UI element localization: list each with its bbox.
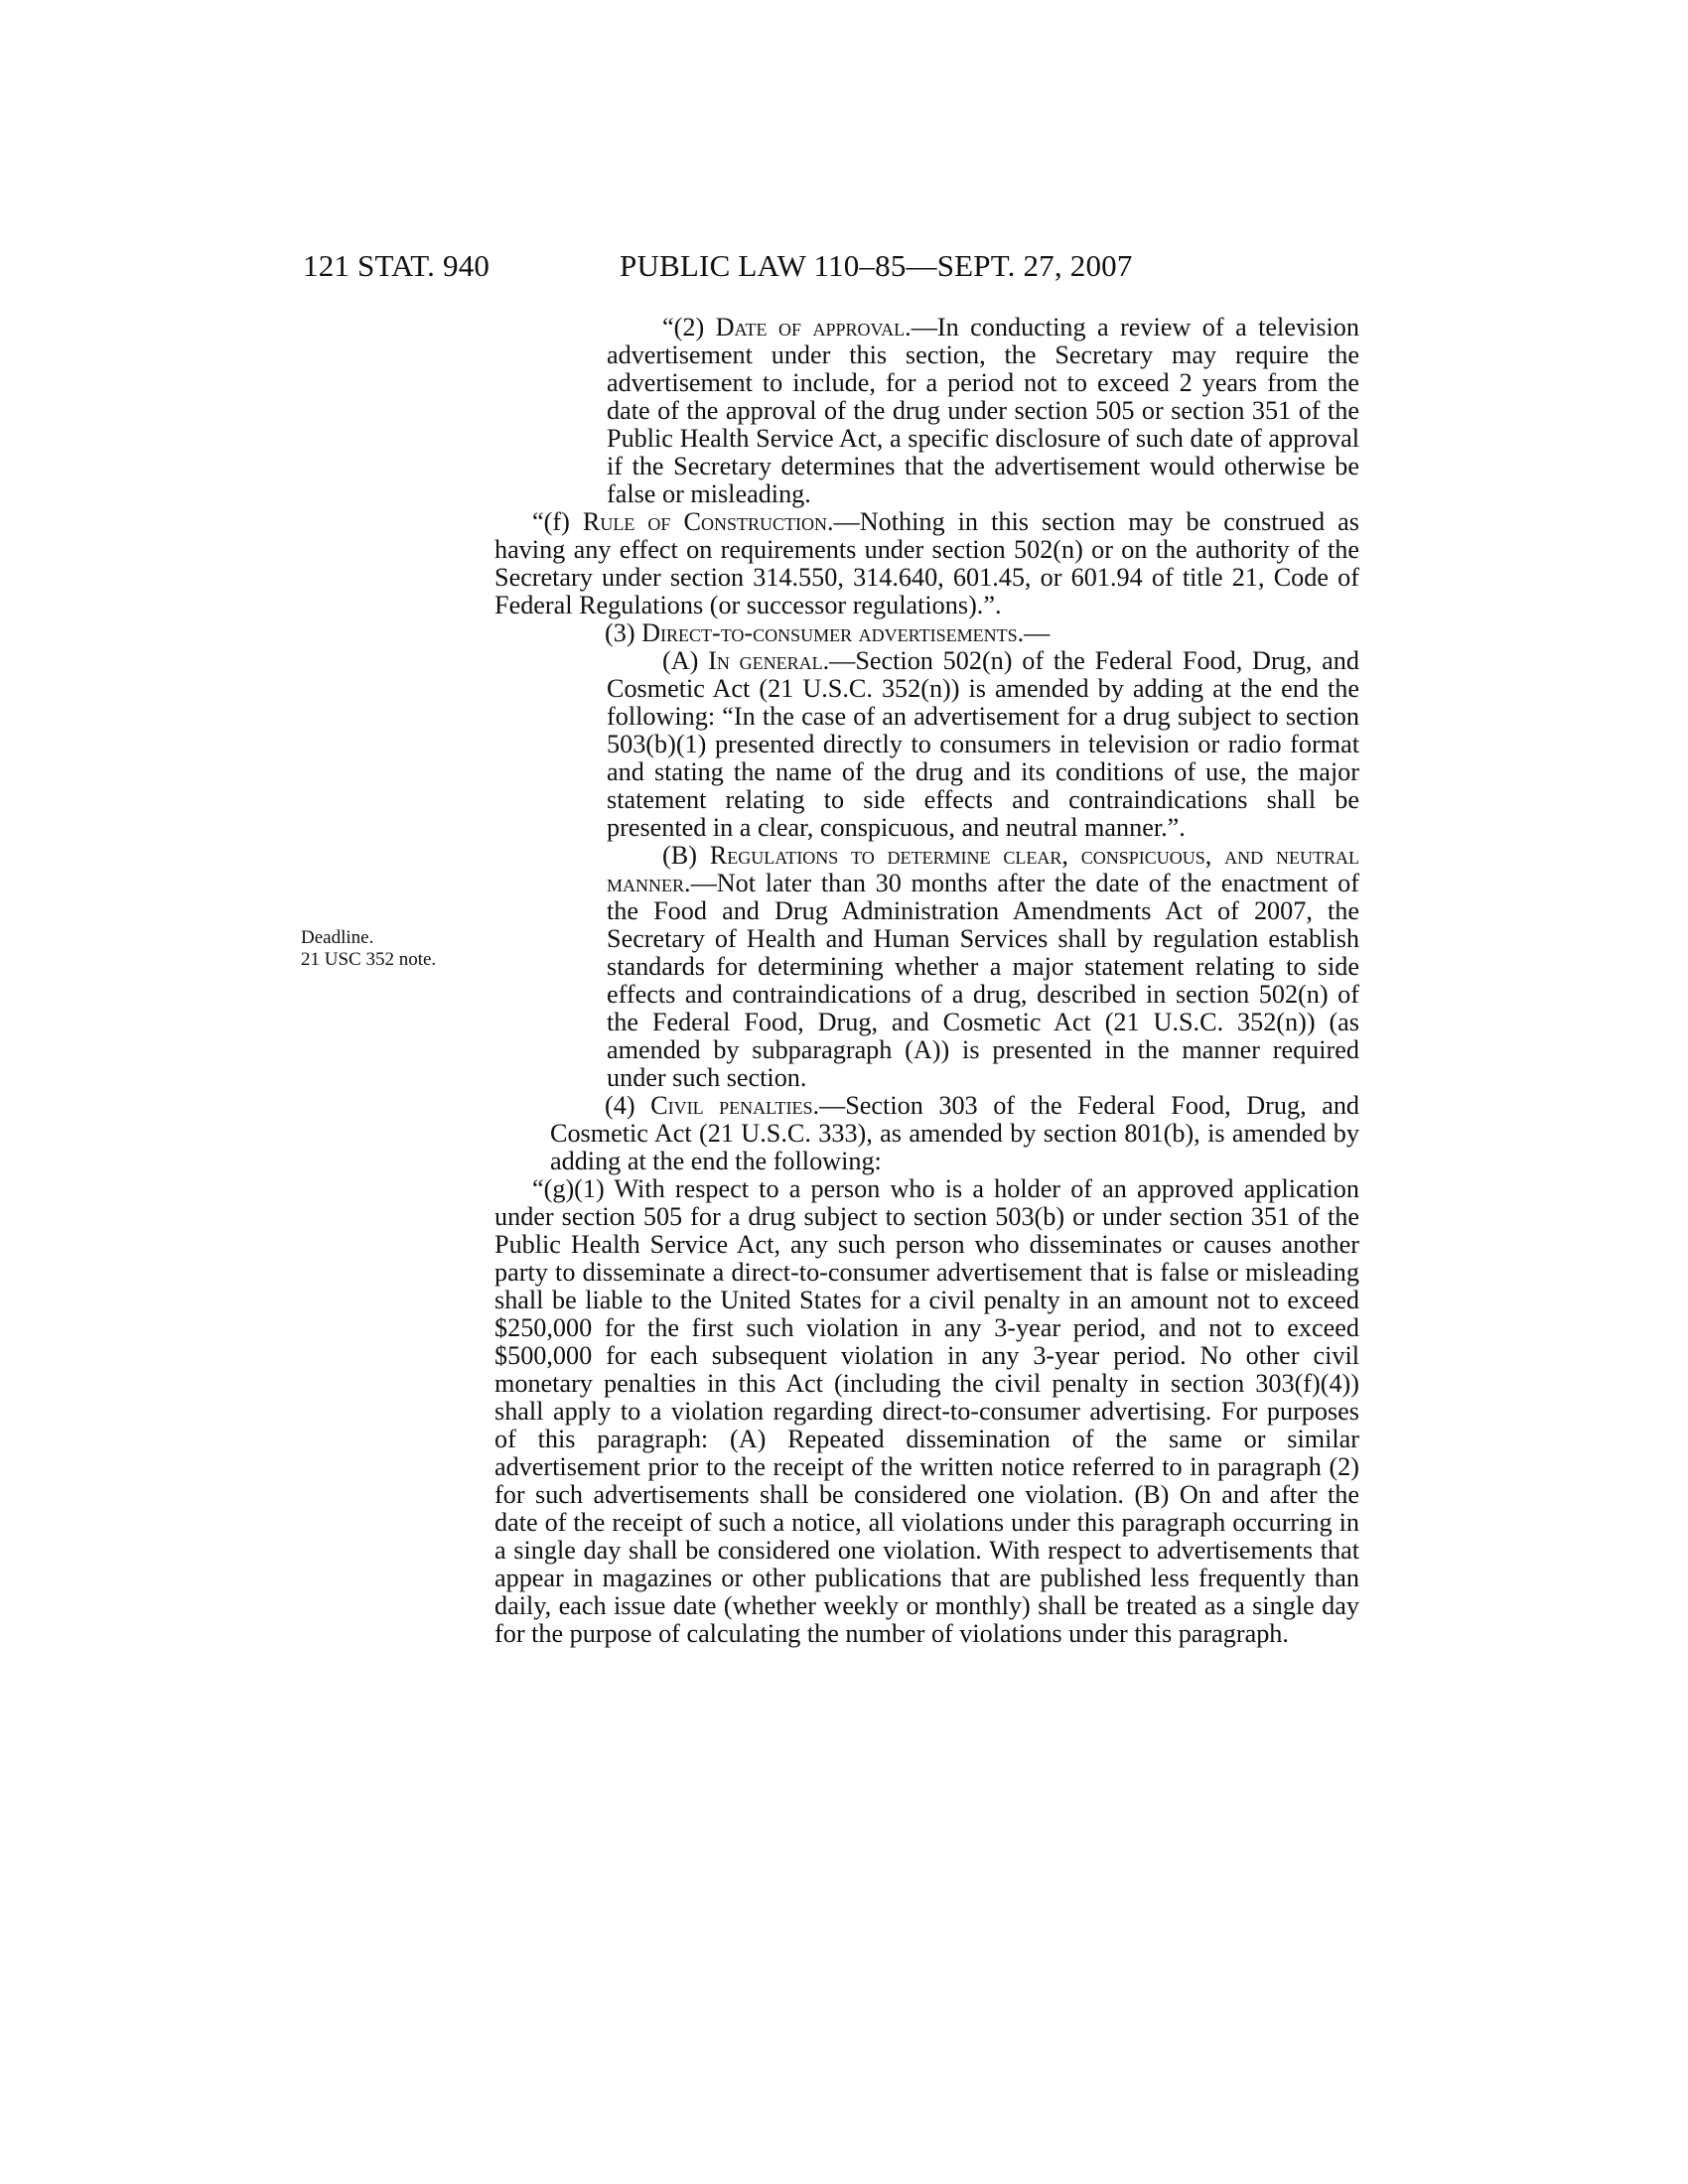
paragraph-g1: “(g)(1) With respect to a person who is a holder of an approved application under section 505 for a drug subject to section 503(b) or under section 351 of the Public Health Service Act, any such person who disseminates or causes another party to disseminate a direct-to-consumer advertisement that is false or misleading shall be liable to the United States for a civil penalty in an amount not to exceed $250,000 for the first such violation in any 3-year period, and not to exceed $500,000 for each subsequent violation in any 3-year period. No other civil monetary penalties in this Act (including the civil penalty in section 303(f)(4)) shall apply to a violation regarding direct-to-consumer advertising. For purposes of this paragraph: (A) Repeated dissemination of the same or similar advertisement prior to the receipt of the written notice referred to in paragraph (2) for such advertisements shall be considered one violation. (B) On and after the date of the receipt of such a notice, all violations under this paragraph occurring in a single day shall be considered one violation. With respect to advertisements that appear in magazines or other publications that are published less frequently than daily, each issue date (whether weekly or monthly) shall be treated as a single day for the purpose of calculating the number of violations under this paragraph. — [494, 1174, 1359, 1648]
paragraph-direct-to-consumer: (3) Direct-to-consumer advertisements.— — [605, 618, 1051, 647]
caption: Direct-to-consumer advertisements. — [641, 618, 1025, 647]
running-title: PUBLIC LAW 110–85—SEPT. 27, 2007 — [620, 248, 1133, 283]
margin-note-usc: 21 USC 352 note. — [301, 949, 437, 970]
paragraph-regulations: (B) Regulations to determine clear, conspicuous, and neutral manner.—Not later than 30 months after the date of the enactment of the Food and Drug Administration Amendments Act of 2007, the Secretary of Health and Human Services shall by regulation establish standards for determining whether a major statement relating to side effects and contraindications of a drug, described in section 502(n) of the Federal Food, Drug, and Cosmetic Act (21 U.S.C. 352(n)) (as amended by subparagraph (A)) is presented in the manner required under such section. — [607, 841, 1359, 1092]
stat-reference: 121 STAT. 940 — [303, 248, 491, 283]
caption: Civil penalties. — [650, 1091, 820, 1120]
paragraph-rule-of-construction: “(f) Rule of Construction.—Nothing in this section may be construed as having any effect on requirements under section 502(n) or on the authority of the Secretary under section 314.550, 314.640, 601.45, or 601.94 of title 21, Code of Federal Regulations (or successor regulations).”. — [494, 507, 1359, 619]
caption: Rule of Construction. — [582, 507, 834, 536]
margin-note-deadline: Deadline. — [301, 927, 374, 948]
statute-body — [494, 314, 1359, 1648]
paragraph-civil-penalties: (4) Civil penalties.—Section 303 of the Federal Food, Drug, and Cosmetic Act (21 U.S.C. 333), as amended by section 801(b), is amended by adding at the end the following: — [550, 1091, 1360, 1175]
paragraph-date-of-approval: “(2) Date of approval.—In conducting a review of a television advertisement under this section, the Secretary may require the advertisement to include, for a period not to exceed 2 years from the date of the approval of the drug under section 505 or section 351 of the Public Health Service Act, a specific disclosure of such date of approval if the Secretary determines that the advertisement would otherwise be false or misleading. — [607, 313, 1359, 508]
margin-note — [301, 927, 436, 971]
caption: Regulations to determine clear, conspicuous, and neutral manner. — [607, 841, 1359, 897]
caption: In general. — [708, 646, 830, 675]
caption: Date of approval. — [715, 313, 912, 341]
paragraph-in-general: (A) In general.—Section 502(n) of the Federal Food, Drug, and Cosmetic Act (21 U.S.C. 352(n)) is amended by adding at the end the following: “In the case of an advertisement for a drug subject to section 503(b)(1) presented directly to consumers in television or radio format and stating the name of the drug and its conditions of use, the major statement relating to side effects and contraindications shall be presented in a clear, conspicuous, and neutral manner.”. — [607, 646, 1359, 842]
